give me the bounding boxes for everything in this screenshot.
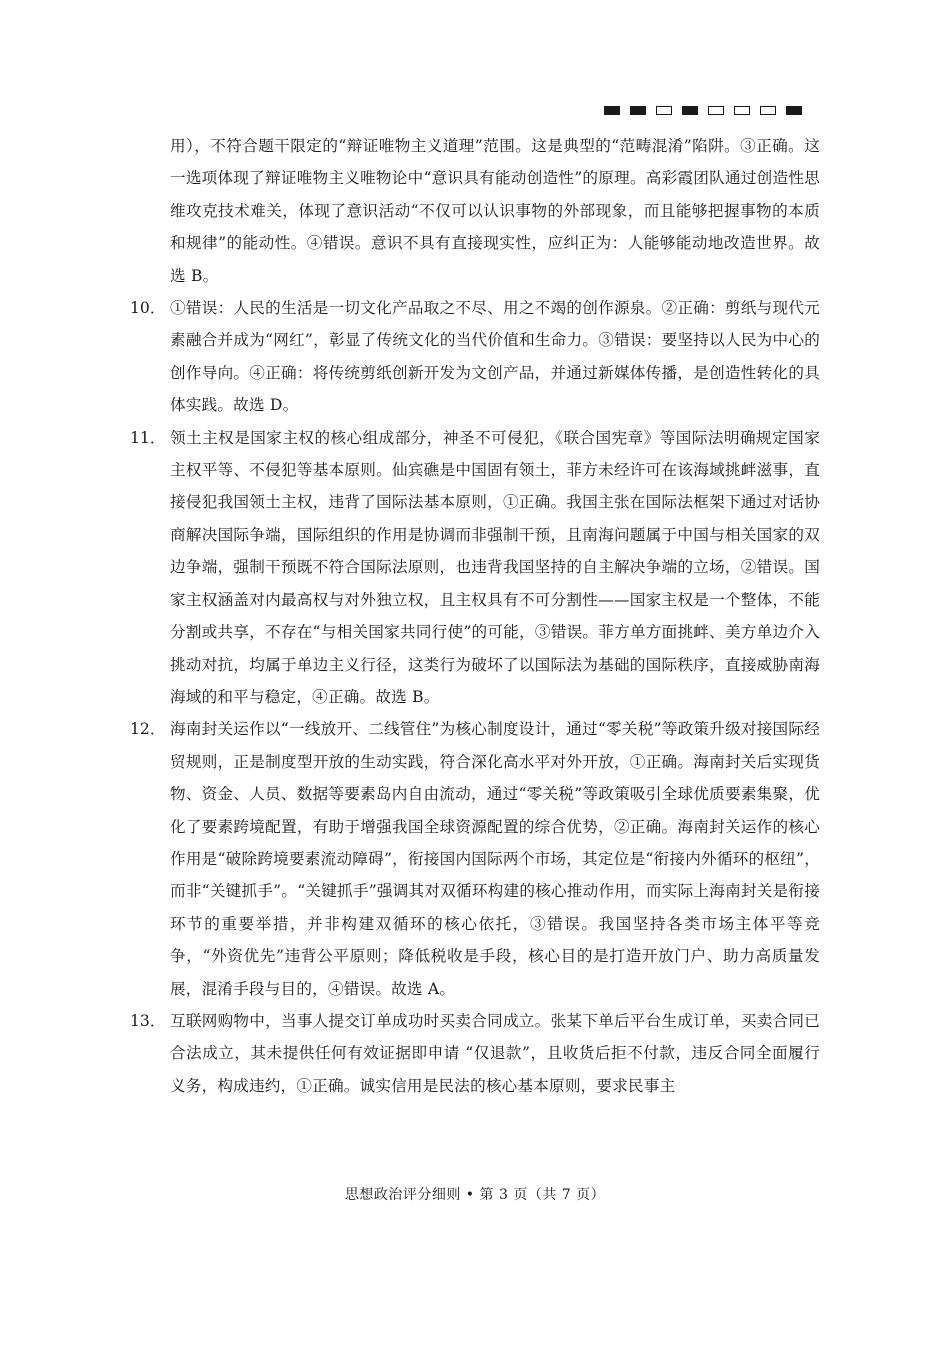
answer-item-13 [130, 1005, 820, 1102]
filled-square-icon [786, 106, 802, 115]
filled-square-icon [630, 106, 646, 115]
page-footer: 思想政治评分细则 • 第 3 页（共 7 页） [344, 1187, 606, 1203]
answer-content [130, 130, 820, 1102]
item-number: 13． [130, 1011, 166, 1030]
item-number: 11． [130, 428, 166, 447]
page-marker-squares [604, 106, 802, 115]
filled-square-icon [604, 106, 620, 115]
empty-square-icon [708, 106, 724, 115]
item-text: 互联网购物中，当事人提交订单成功时买卖合同成立。张某下单后平台生成订单，买卖合同已合法成立，其未提供任何有效证据即申请 “仅退款”，且收货后拒不付款，违反合同全面履行义务，构成违约，①正确。诚实信用是民法的核心基本原则，要求民事主 [170, 1011, 820, 1095]
answer-item-12 [130, 713, 820, 1005]
empty-square-icon [656, 106, 672, 115]
item-text: 海南封关运作以“一线放开、二线管住”为核心制度设计，通过“零关税”等政策升级对接国际经贸规则，正是制度型开放的生动实践，符合深化高水平对外开放，①正确。海南封关后实现货物、资金、人员、数据等要素岛内自由流动，通过“零关税”等政策吸引全球优质要素集聚，优化了要素跨境配置，有助于增强我国全球资源配置的综合优势，②正确。海南封关运作的核心作用是“破除跨境要素流动障碍”，衔接国内国际两个市场，其定位是“衔接内外循环的枢纽”，而非“关键抓手”。“关键抓手”强调其对双循环构建的核心推动作用，而实际上海南封关是衔接环节的重要举措，并非构建双循环的核心依托，③错误。我国坚持各类市场主体平等竞争，“外资优先”违背公平原则；降低税收是手段，核心目的是打造开放门户、助力高质量发展，混淆手段与目的，④错误。故选 A。 [170, 720, 820, 998]
item-text: 领土主权是国家主权的核心组成部分，神圣不可侵犯，《联合国宪章》等国际法明确规定国家主权平等、不侵犯等基本原则。仙宾礁是中国固有领土，菲方未经许可在该海域挑衅滋事，直接侵犯我国领土主权，违背了国际法基本原则，①正确。我国主张在国际法框架下通过对话协商解决国际争端，国际组织的作用是协调而非强制干预，且南海问题属于中国与相关国家的双边争端，强制干预既不符合国际法原则，也违背我国坚持的自主解决争端的立场，②错误。国家主权涵盖对内最高权与对外独立权，且主权具有不可分割性——国家主权是一个整体，不能分割或共享，不存在“与相关国家共同行使”的可能，③错误。菲方单方面挑衅、美方单边介入挑动对抗，均属于单边主义行径，这类行为破坏了以国际法为基础的国际秩序，直接威胁南海海域的和平与稳定，④正确。故选 B。 [170, 428, 820, 706]
answer-item-10 [130, 292, 820, 422]
empty-square-icon [734, 106, 750, 115]
item-number: 10． [130, 299, 166, 318]
item-text: ①错误：人民的生活是一切文化产品取之不尽、用之不竭的创作源泉。②正确：剪纸与现代元素融合并成为“网红”，彰显了传统文化的当代价值和生命力。③错误：要坚持以人民为中心的创作导向。④正确：将传统剪纸创新开发为文创产品，并通过新媒体传播，是创造性转化的具体实践。故选 D。 [170, 299, 820, 415]
empty-square-icon [760, 106, 776, 115]
answer-item-11 [130, 422, 820, 714]
filled-square-icon [682, 106, 698, 115]
continued-paragraph: 用），不符合题干限定的“辩证唯物主义道理”范围。这是典型的“范畴混淆”陷阱。③正确。这一选项体现了辩证唯物主义唯物论中“意识具有能动创造性”的原理。高彩霞团队通过创造性思维攻克技术难关，体现了意识活动“不仅可以认识事物的外部现象，而且能够把握事物的本质和规律”的能动性。④错误。意识不具有直接现实性，应纠正为：人能够能动地改造世界。故选 B。 [170, 137, 820, 285]
item-number: 12． [130, 720, 166, 739]
